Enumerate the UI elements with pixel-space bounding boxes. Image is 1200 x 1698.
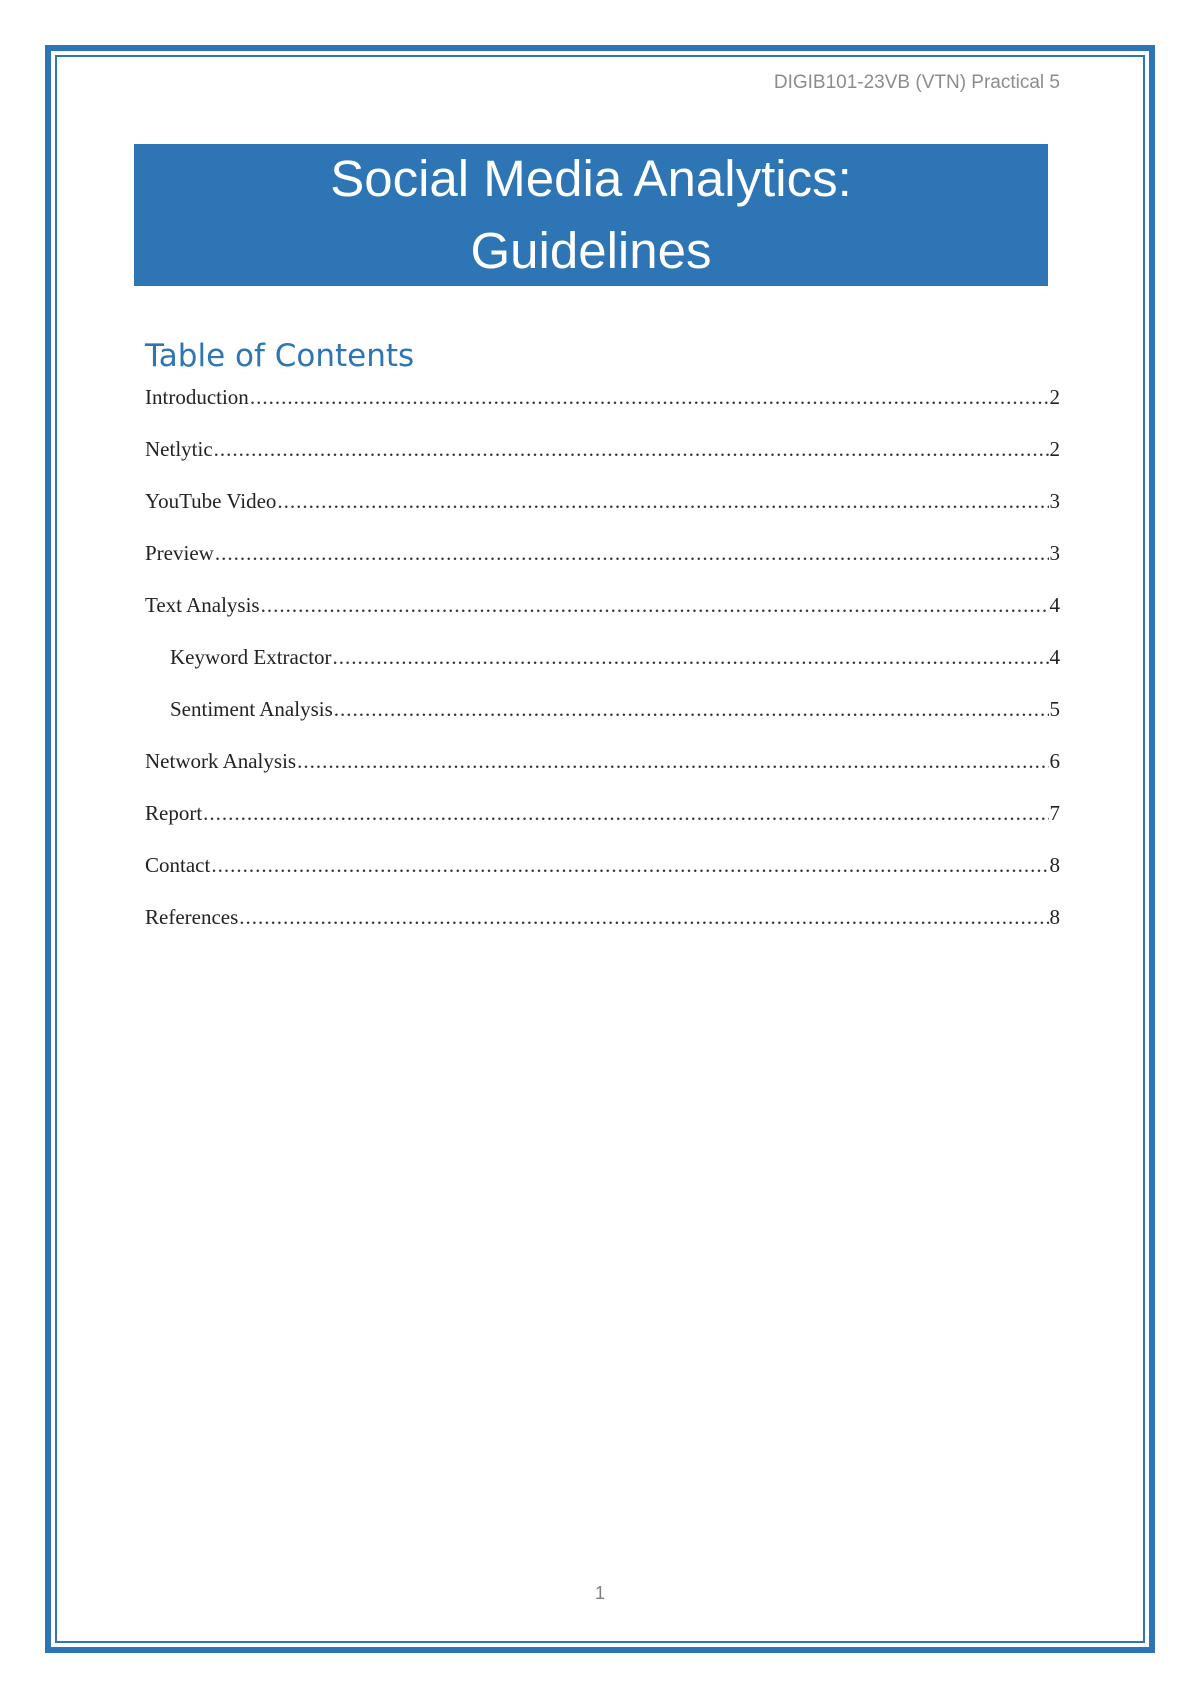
toc-entry-page: 3 (1049, 489, 1060, 513)
toc-leader-dots (250, 385, 1049, 410)
toc-entry-page: 2 (1049, 437, 1060, 461)
toc-entry-references[interactable] (145, 905, 1060, 957)
toc-entry-label: Network Analysis (145, 749, 297, 773)
toc-entry-preview[interactable] (145, 541, 1060, 593)
toc-entry-page: 4 (1049, 645, 1060, 669)
toc-leader-dots (203, 801, 1048, 826)
title-line-1: Social Media Analytics: (330, 150, 852, 207)
toc-entry-sentiment-analysis[interactable] (145, 697, 1060, 749)
toc-entry-label: Contact (145, 853, 211, 877)
toc-entry-label: Introduction (145, 385, 249, 409)
toc-entry-keyword-extractor[interactable] (145, 645, 1060, 697)
toc-entry-page: 2 (1049, 385, 1060, 409)
toc-entry-youtube-video[interactable] (145, 489, 1060, 541)
toc-entry-network-analysis[interactable] (145, 749, 1060, 801)
toc-leader-dots (297, 749, 1048, 774)
page-number: 1 (594, 1583, 605, 1603)
toc-leader-dots (333, 645, 1049, 670)
toc-heading: Table of Contents (145, 338, 415, 374)
toc-entry-label: Netlytic (145, 437, 213, 461)
toc-entry-label: Preview (145, 541, 214, 565)
toc-entry-contact[interactable] (145, 853, 1060, 905)
toc-entry-page: 8 (1049, 853, 1060, 877)
toc-entry-netlytic[interactable] (145, 437, 1060, 489)
toc-entry-label: Keyword Extractor (170, 645, 332, 669)
toc-leader-dots (334, 697, 1049, 722)
toc-entry-page: 8 (1049, 905, 1060, 929)
table-of-contents (145, 385, 1060, 957)
toc-entry-page: 6 (1049, 749, 1060, 773)
toc-entry-page: 3 (1049, 541, 1060, 565)
toc-entry-text-analysis[interactable] (145, 593, 1060, 645)
toc-entry-label: Sentiment Analysis (170, 697, 333, 721)
toc-entry-introduction[interactable] (145, 385, 1060, 437)
toc-leader-dots (239, 905, 1048, 930)
toc-leader-dots (211, 853, 1048, 878)
page-header: DIGIB101-23VB (VTN) Practical 5 (773, 72, 1060, 93)
toc-leader-dots (261, 593, 1049, 618)
toc-entry-label: YouTube Video (145, 489, 277, 513)
toc-entry-page: 5 (1049, 697, 1060, 721)
toc-entry-report[interactable] (145, 801, 1060, 853)
title-banner (134, 144, 1048, 286)
title-line-2: Guidelines (470, 222, 712, 279)
toc-leader-dots (215, 541, 1049, 566)
toc-entry-page: 7 (1049, 801, 1060, 825)
toc-leader-dots (277, 489, 1048, 514)
toc-leader-dots (214, 437, 1049, 462)
toc-entry-label: Report (145, 801, 203, 825)
toc-entry-label: References (145, 905, 239, 929)
toc-entry-page: 4 (1049, 593, 1060, 617)
toc-entry-label: Text Analysis (145, 593, 260, 617)
